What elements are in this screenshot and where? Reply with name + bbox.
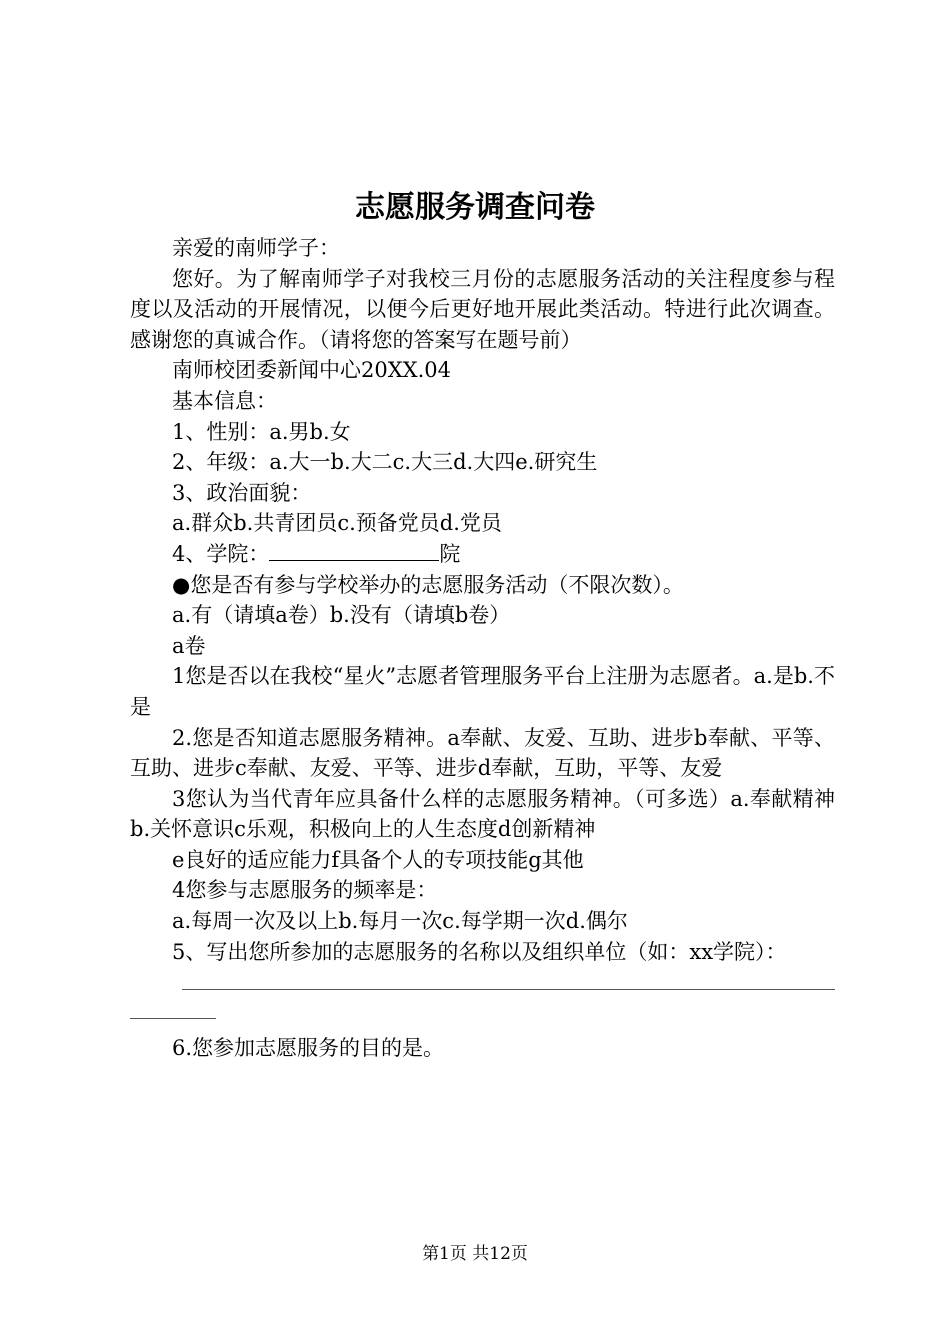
question-a5: 5、写出您所参加的志愿服务的名称以及组织单位（如：xx学院）： bbox=[172, 939, 787, 964]
question-political: 3、政治面貌： bbox=[172, 480, 312, 505]
intro-paragraph: 您好。为了解南师学子对我校三月份的志愿服务活动的关注程度参与程度以及活动的开展情况，以便今后更好地开展此类活动。特进行此次调查。感谢您的真诚合作。（请将您的答案写在题号前） bbox=[130, 266, 835, 352]
college-blank-line bbox=[269, 540, 439, 561]
answer-line-continued bbox=[130, 1018, 216, 1019]
question-a3-continued: e良好的适应能力f具备个人的专项技能g其他 bbox=[172, 847, 584, 872]
question-political-options: a.群众b.共青团员c.预备党员d.党员 bbox=[172, 511, 502, 536]
question-a6: 6.您参加志愿服务的目的是。 bbox=[172, 1036, 445, 1061]
question-college-prefix: 4、学院： bbox=[172, 541, 270, 566]
document-title: 志愿服务调查问卷 bbox=[355, 190, 595, 225]
question-participation-options: a.有（请填a卷）b.没有（请填b卷） bbox=[172, 603, 511, 628]
question-college bbox=[130, 539, 835, 570]
question-grade: 2、年级：a.大一b.大二c.大三d.大四e.研究生 bbox=[172, 450, 598, 475]
question-a4-options: a.每周一次及以上b.每月一次c.每学期一次d.偶尔 bbox=[172, 909, 628, 934]
document-body bbox=[130, 233, 835, 1064]
question-college-suffix: 院 bbox=[439, 541, 461, 566]
question-a4: 4您参与志愿服务的频率是： bbox=[172, 878, 438, 903]
question-participation: ●您是否有参与学校举办的志愿服务活动（不限次数）。 bbox=[172, 572, 684, 597]
question-a1: 1您是否以在我校“星火”志愿者管理服务平台上注册为志愿者。a.是b.不是 bbox=[130, 664, 835, 719]
greeting: 亲爱的南师学子： bbox=[172, 236, 340, 260]
section-a-heading: a卷 bbox=[172, 633, 206, 658]
question-a2: 2.您是否知道志愿服务精神。a奉献、友爱、互助、进步b奉献、平等、互助、进步c奉献、友爱、平等、进步d奉献，互助，平等、友爱 bbox=[130, 725, 835, 781]
answer-line bbox=[182, 989, 835, 990]
question-gender: 1、性别：a.男b.女 bbox=[172, 419, 351, 444]
question-a3: 3您认为当代青年应具备什么样的志愿服务精神。（可多选）a.奉献精神b.关怀意识c乐观，积极向上的人生态度d创新精神 bbox=[130, 786, 835, 842]
basic-info-heading: 基本信息： bbox=[172, 388, 277, 413]
signature: 南师校团委新闻中心20XX.04 bbox=[172, 358, 452, 383]
page-footer: 第1页 共12页 bbox=[422, 1244, 528, 1264]
